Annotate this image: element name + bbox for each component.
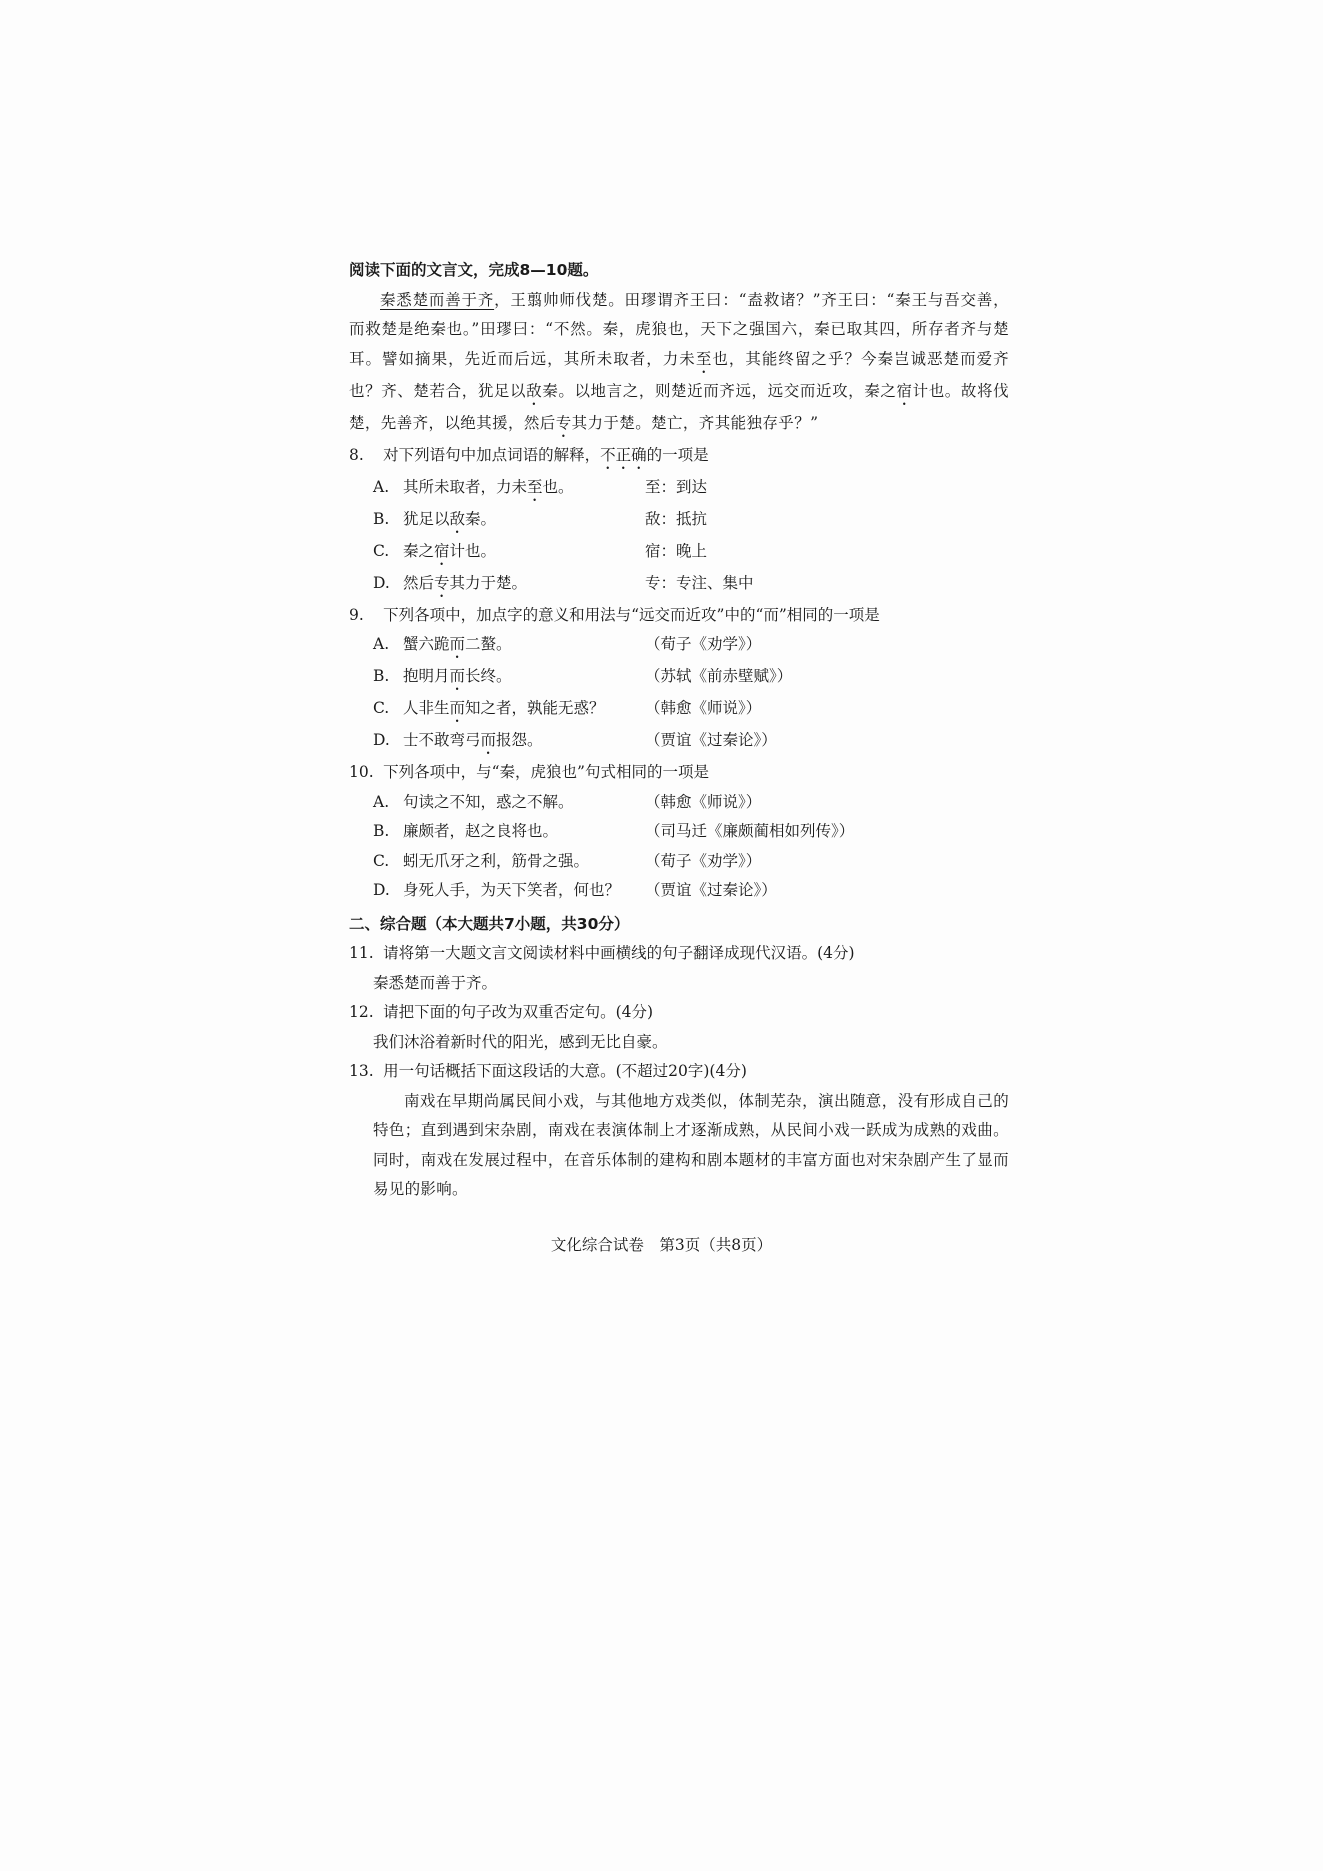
question-12 <box>349 998 1009 1028</box>
option-text-post: 秦。 <box>465 509 497 528</box>
option-d <box>373 876 1009 906</box>
question-number: 13. <box>349 1062 374 1080</box>
option-source: （韩愈《师说》） <box>645 699 762 717</box>
dotted-word: 而 <box>449 667 466 685</box>
option-text <box>403 537 645 569</box>
option-text <box>403 630 645 662</box>
option-d <box>373 569 1009 601</box>
passage-text-2: 也，其能终留之乎？今秦岂诚恶楚而爱齐也？齐、楚若合，犹足以 <box>349 349 1009 400</box>
option-source: （荀子《劝学》） <box>645 851 762 870</box>
dotted-word: 而 <box>449 699 466 717</box>
option-letter: C. <box>373 541 390 560</box>
option-text: 蚓无爪牙之利，筋骨之强。 <box>403 851 590 870</box>
option-text-pre: 士不敢弯弓 <box>403 731 481 749</box>
dotted-word: 专 <box>434 573 450 592</box>
option-source: （苏轼《前赤壁赋》） <box>645 667 793 685</box>
option-b <box>373 505 1009 537</box>
option-letter: D. <box>373 573 390 592</box>
option-d <box>373 726 1009 758</box>
dotted-word: 敌 <box>526 381 543 400</box>
option-b <box>373 817 1009 847</box>
question-10 <box>349 758 1009 788</box>
option-letter: D. <box>373 881 390 899</box>
option-text <box>403 505 645 537</box>
option-text-pre: 其所未取者，力未 <box>403 477 528 496</box>
option-letter: A. <box>373 635 390 653</box>
question-stem: 下列各项中，加点字的意义和用法与“远交而近攻”中的“而”相同的一项是 <box>383 605 880 624</box>
dotted-word: 至 <box>527 477 543 496</box>
option-text-post: 也。 <box>542 477 574 496</box>
question-8 <box>349 441 1009 473</box>
dotted-word: 而 <box>449 635 466 653</box>
question-9-options <box>349 630 1009 758</box>
question-number: 9. <box>349 605 364 624</box>
question-stem: 对下列语句中加点词语的解释， <box>383 445 601 464</box>
option-text <box>403 694 645 726</box>
option-letter: D. <box>373 731 390 749</box>
question-stem: 请把下面的句子改为双重否定句。(4分) <box>383 1003 654 1021</box>
option-letter: C. <box>373 851 390 870</box>
option-text <box>403 473 645 505</box>
option-b <box>373 662 1009 694</box>
dotted-word: 专 <box>555 413 572 432</box>
option-text-post: 二螯。 <box>465 635 512 653</box>
page-footer: 文化综合试卷 第3页（共8页） <box>550 1236 773 1254</box>
underlined-sentence: 秦悉楚而善于齐 <box>380 290 495 309</box>
option-source: （贾谊《过秦论》） <box>645 731 777 749</box>
question-stem: 的一项是 <box>646 445 709 464</box>
option-text-post: 知之者，孰能无惑？ <box>465 699 605 717</box>
passage-text-1: ，王翦帅师伐楚。田璆谓齐王曰：“盍救诸？”齐王曰：“秦王与吾交善，而救楚是绝秦也。”田璆曰：“不然。秦，虎狼也，天下之强国六，秦已取其四，所存者齐与楚耳。譬如摘果，先近而后远，其所未取者，力未 <box>349 290 1009 368</box>
dotted-word: 至 <box>695 349 713 368</box>
option-text-pre: 抱明月 <box>403 667 450 685</box>
question-number: 12. <box>349 1003 374 1021</box>
option-c <box>373 847 1009 877</box>
option-letter: A. <box>373 477 390 496</box>
option-text-pre: 秦之 <box>403 541 435 560</box>
option-text-pre: 犹足以 <box>403 509 450 528</box>
exam-content <box>349 256 1009 1205</box>
question-stem: 用一句话概括下面这段话的大意。(不超过20字)(4分) <box>383 1062 747 1080</box>
question-number: 11. <box>349 944 374 962</box>
question-12-sentence: 我们沐浴着新时代的阳光，感到无比自豪。 <box>373 1032 668 1051</box>
question-8-options <box>349 473 1009 601</box>
option-source: （贾谊《过秦论》） <box>645 881 777 899</box>
question-number: 8. <box>349 445 364 464</box>
question-number: 10. <box>349 763 374 781</box>
option-source: （荀子《劝学》） <box>645 635 762 653</box>
question-13-paragraph: 南戏在早期尚属民间小戏，与其他地方戏类似，体制芜杂，演出随意，没有形成自己的特色；直到遇到宋杂剧，南戏在表演体制上才逐渐成熟，从民间小戏一跃成为成熟的戏曲。同时，南戏在发展过程中，在音乐体制的建构和剧本题材的丰富方面也对宋杂剧产生了显而易见的影响。 <box>373 1091 1009 1198</box>
passage-text-3: 秦。以地言之，则楚近而齐远，远交而近攻，秦之 <box>542 381 897 400</box>
option-letter: C. <box>373 699 390 717</box>
question-9 <box>349 601 1009 631</box>
question-10-options <box>349 788 1009 906</box>
classical-passage <box>349 286 1009 441</box>
dotted-word: 宿 <box>896 381 913 400</box>
question-stem: 下列各项中，与“秦，虎狼也”句式相同的一项是 <box>383 763 709 781</box>
option-letter: A. <box>373 792 390 811</box>
question-11 <box>349 939 1009 969</box>
option-text-pre: 然后 <box>403 573 435 592</box>
option-letter: B. <box>373 822 390 840</box>
passage-text-4: 计也。故将伐楚，先善齐，以绝其援，然后 <box>349 381 1010 432</box>
option-note: 至：到达 <box>645 477 708 496</box>
option-text-pre: 人非生 <box>403 699 450 717</box>
reading-instruction: 阅读下面的文言文，完成8—10题。 <box>349 261 599 279</box>
option-note: 敌：抵抗 <box>645 509 708 528</box>
option-text-post: 计也。 <box>449 541 497 560</box>
question-11-sentence: 秦悉楚而善于齐。 <box>373 973 498 992</box>
dotted-word: 敌 <box>449 509 466 528</box>
option-a <box>373 473 1009 505</box>
question-stem: 请将第一大题文言文阅读材料中画横线的句子翻译成现代汉语。(4分) <box>383 944 855 962</box>
option-letter: B. <box>373 509 390 528</box>
option-text <box>403 662 645 694</box>
option-c <box>373 694 1009 726</box>
option-source: （韩愈《师说》） <box>645 792 762 811</box>
question-13 <box>349 1057 1009 1087</box>
option-text: 廉颇者，赵之良将也。 <box>403 822 559 840</box>
option-text <box>403 726 645 758</box>
option-text: 身死人手，为天下笑者，何也？ <box>403 881 621 899</box>
dotted-word: 而 <box>480 731 497 749</box>
option-note: 专：专注、集中 <box>645 573 754 592</box>
option-text-pre: 蟹六跪 <box>403 635 450 653</box>
option-a <box>373 788 1009 818</box>
option-text-post: 其力于楚。 <box>449 573 528 592</box>
dotted-word: 不正确 <box>600 445 647 464</box>
section-2-heading: 二、综合题（本大题共7小题，共30分） <box>349 914 630 933</box>
option-text: 句读之不知，惑之不解。 <box>403 792 574 811</box>
option-note: 宿：晚上 <box>645 541 708 560</box>
dotted-word: 宿 <box>434 541 450 560</box>
option-c <box>373 537 1009 569</box>
option-text <box>403 569 645 601</box>
option-source: （司马迁《廉颇蔺相如列传》） <box>645 822 855 840</box>
option-text-post: 长终。 <box>465 667 512 685</box>
option-text-post: 报怨。 <box>496 731 543 749</box>
option-letter: B. <box>373 667 390 685</box>
option-a <box>373 630 1009 662</box>
passage-text-5: 其力于楚。楚亡，齐其能独存乎？” <box>571 413 819 432</box>
